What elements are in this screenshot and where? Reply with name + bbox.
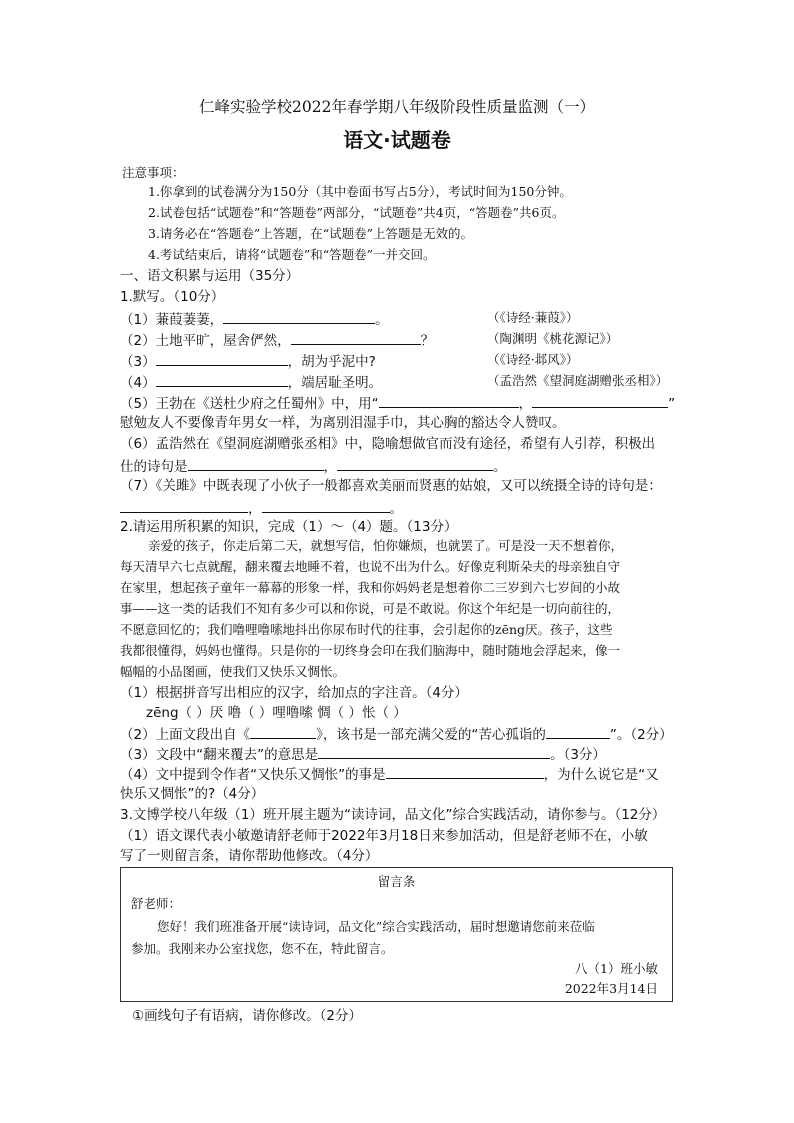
answer-blank[interactable] (156, 351, 288, 366)
notice-item-1: 1.你拿到的试卷满分为150分（其中卷面书写占5分），考试时间为150分钟。 (148, 184, 572, 199)
q2-sub1: （1）根据拼音写出相应的汉字，给加点的字注音。（4分） (120, 685, 468, 701)
q1-line-5a-post: ” (668, 396, 676, 412)
message-note (120, 867, 673, 1002)
q3-heading: 3.文博学校八年级（1）班开展主题为“读诗词，品文化”综合实践活动，请你参与。（12分） (120, 807, 666, 823)
q1-line-1-post: 。 (375, 312, 389, 328)
note-signature: 八（1）班小敏 (575, 961, 658, 976)
q1-heading: 1.默写。（10分） (120, 289, 225, 305)
q3-task-1: ①画线句子有语病，请你修改。（2分） (132, 1008, 362, 1024)
subject-title: 语文·试题卷 (343, 128, 451, 152)
q1-line-3-post: ，胡为乎泥中? (287, 354, 376, 370)
q1-line-2 (120, 330, 434, 350)
notice-item-3: 3.请务必在“答题卷”上答题，在“试题卷”上答题是无效的。 (148, 226, 473, 241)
answer-blank[interactable] (120, 498, 248, 513)
answer-blank[interactable] (156, 372, 288, 387)
q2-sub2-mid: 》，该书是一部充满父爱的“苦心孤诣的 (316, 727, 546, 743)
answer-blank[interactable] (188, 456, 324, 471)
q2-sub3-post: 。（3分） (550, 747, 606, 763)
q1-line-3 (120, 351, 376, 371)
note-greeting: 舒老师： (131, 896, 182, 911)
q1-source-1: （《诗经·蒹葭》） (487, 310, 579, 325)
note-body-line-2: 参加。我刚来办公室找您，您不在，特此留言。 (131, 941, 394, 956)
q1-line-7b-post: 。 (389, 501, 403, 517)
q1-source-3: （《诗经·邶风》） (487, 352, 579, 367)
q2-sub2 (120, 724, 673, 744)
q1-line-6b (120, 456, 507, 476)
q1-line-5a-mid: ， (518, 396, 533, 412)
q1-line-7b (120, 498, 403, 518)
q1-line-2-pre: （2）土地平旷，屋舍俨然， (120, 333, 291, 349)
note-title: 留言条 (377, 874, 416, 889)
q1-line-5b: 慰勉友人不要像青年男女一样，为离别泪湿手巾，其心胸的豁达令人赞叹。 (120, 415, 566, 431)
q1-line-6b-post: 。 (493, 459, 507, 475)
section1-heading: 一、语文积累与运用（35分） (120, 268, 300, 284)
exam-title: 仁峰实验学校2022年春学期八年级阶段性质量监测（一） (199, 98, 595, 116)
q1-line-5a (120, 393, 675, 413)
q1-line-5a-pre: （5）王勃在《送杜少府之任蜀州》中，用“ (120, 396, 379, 412)
answer-blank[interactable] (546, 724, 610, 739)
q1-line-4-pre: （4） (120, 375, 156, 391)
q1-line-3-pre: （3） (120, 354, 156, 370)
q2-passage-line: 我都很懂得，妈妈也懂得。只是你的一切终身会印在我们脑海中，随时随地会浮起来，像一 (120, 643, 621, 658)
q1-line-6b-mid: ， (323, 459, 337, 475)
q2-sub2-pre: （2）上面文段出自《 (120, 727, 251, 743)
q1-line-4-post: ，端居耻圣明。 (287, 375, 383, 391)
q2-sub4a (120, 764, 659, 784)
answer-blank[interactable] (250, 724, 316, 739)
q2-sub2-post: ”。（2分） (609, 727, 673, 743)
q2-sub4b: 快乐又惆怅”的?（4分） (120, 786, 265, 802)
q2-passage-line: 幅幅的小品图画，使我们又快乐又惆怅。 (120, 664, 346, 679)
answer-blank[interactable] (223, 309, 375, 324)
q1-line-1 (120, 309, 389, 329)
note-body-line-1: 您好！我们班准备开展“读诗词，品文化”综合实践活动，届时想邀请您前来莅临 (157, 919, 595, 934)
q2-passage-line: 在家里，想起孩子童年一幕幕的形象一样，我和你妈妈老是想着你二三岁到六七岁间的小故 (120, 580, 621, 595)
q2-sub4a-post: ，为什么说它是“又 (543, 767, 659, 783)
q2-sub3-pre: （3）文段中“翻来覆去”的意思是 (120, 747, 319, 763)
answer-blank[interactable] (379, 393, 519, 408)
q3-sub1b: 写了一则留言条，请你帮助他修改。（4分） (120, 848, 379, 864)
note-date: 2022年3月14日 (564, 981, 658, 996)
q1-source-2: （陶渊明《桃花源记》） (487, 331, 619, 346)
notice-item-4: 4.考试结束后，请将“试题卷”和“答题卷”一并交回。 (148, 247, 436, 262)
q2-heading: 2.请运用所积累的知识，完成（1）～（4）题。（13分） (120, 519, 458, 535)
q1-source-4: （孟浩然《望洞庭湖赠张丞相》） (487, 373, 669, 388)
notice-item-2: 2.试卷包括“试题卷”和“答题卷”两部分，“试题卷”共4页，“答题卷”共6页。 (148, 205, 565, 220)
q2-sub4a-pre: （4）文中提到令作者“又快乐又惆怅”的事是 (120, 767, 386, 783)
q1-line-1-pre: （1）蒹葭萋萋， (120, 312, 224, 328)
notice-heading: 注意事项： (122, 165, 185, 180)
q1-line-7a: （7）《关雎》中既表现了小伙子一般都喜欢美丽而贤惠的姑娘，又可以统摄全诗的诗句是： (120, 478, 662, 494)
q1-line-4 (120, 372, 382, 392)
q1-line-2-post: ？ (420, 333, 435, 349)
answer-blank[interactable] (532, 393, 668, 408)
q2-sub3 (120, 744, 606, 764)
q2-passage-line: 不愿意回忆的；我们噜哩噜嗦地抖出你尿布时代的往事，会引起你的zēng厌。孩子，这些 (120, 622, 613, 637)
q2-passage-line: 亲爱的孩子，你走后第二天，就想写信，怕你嫌烦，也就罢了。可是没一天不想着你， (148, 538, 624, 553)
q1-line-6a: （6）孟浩然在《望洞庭湖赠张丞相》中，隐喻想做官而没有途径，希望有人引荐，积极出 (120, 436, 656, 452)
q1-line-7b-mid: ， (248, 501, 262, 517)
q1-line-6b-pre: 仕的诗句是 (120, 459, 188, 475)
answer-blank[interactable] (262, 498, 390, 513)
q2-sub1-items[interactable]: zēng（ ）厌 噜（ ）哩噜嗦 惆（ ）怅（ ） (146, 705, 407, 721)
answer-blank[interactable] (337, 456, 493, 471)
q2-passage-line: 事——这一类的话我们不知有多少可以和你说，可是不敢说。你这个年纪是一切向前往的， (120, 601, 621, 616)
q2-passage-line: 每天清早六七点就醒，翻来覆去地睡不着，也说不出为什么。好像克利斯朵夫的母亲独自守 (120, 559, 621, 574)
answer-blank[interactable] (291, 330, 421, 345)
q3-sub1a: （1）语文课代表小敏邀请舒老师于2022年3月18日来参加活动，但是舒老师不在，小敏 (120, 828, 648, 844)
answer-blank[interactable] (318, 744, 550, 759)
answer-blank[interactable] (386, 764, 544, 779)
